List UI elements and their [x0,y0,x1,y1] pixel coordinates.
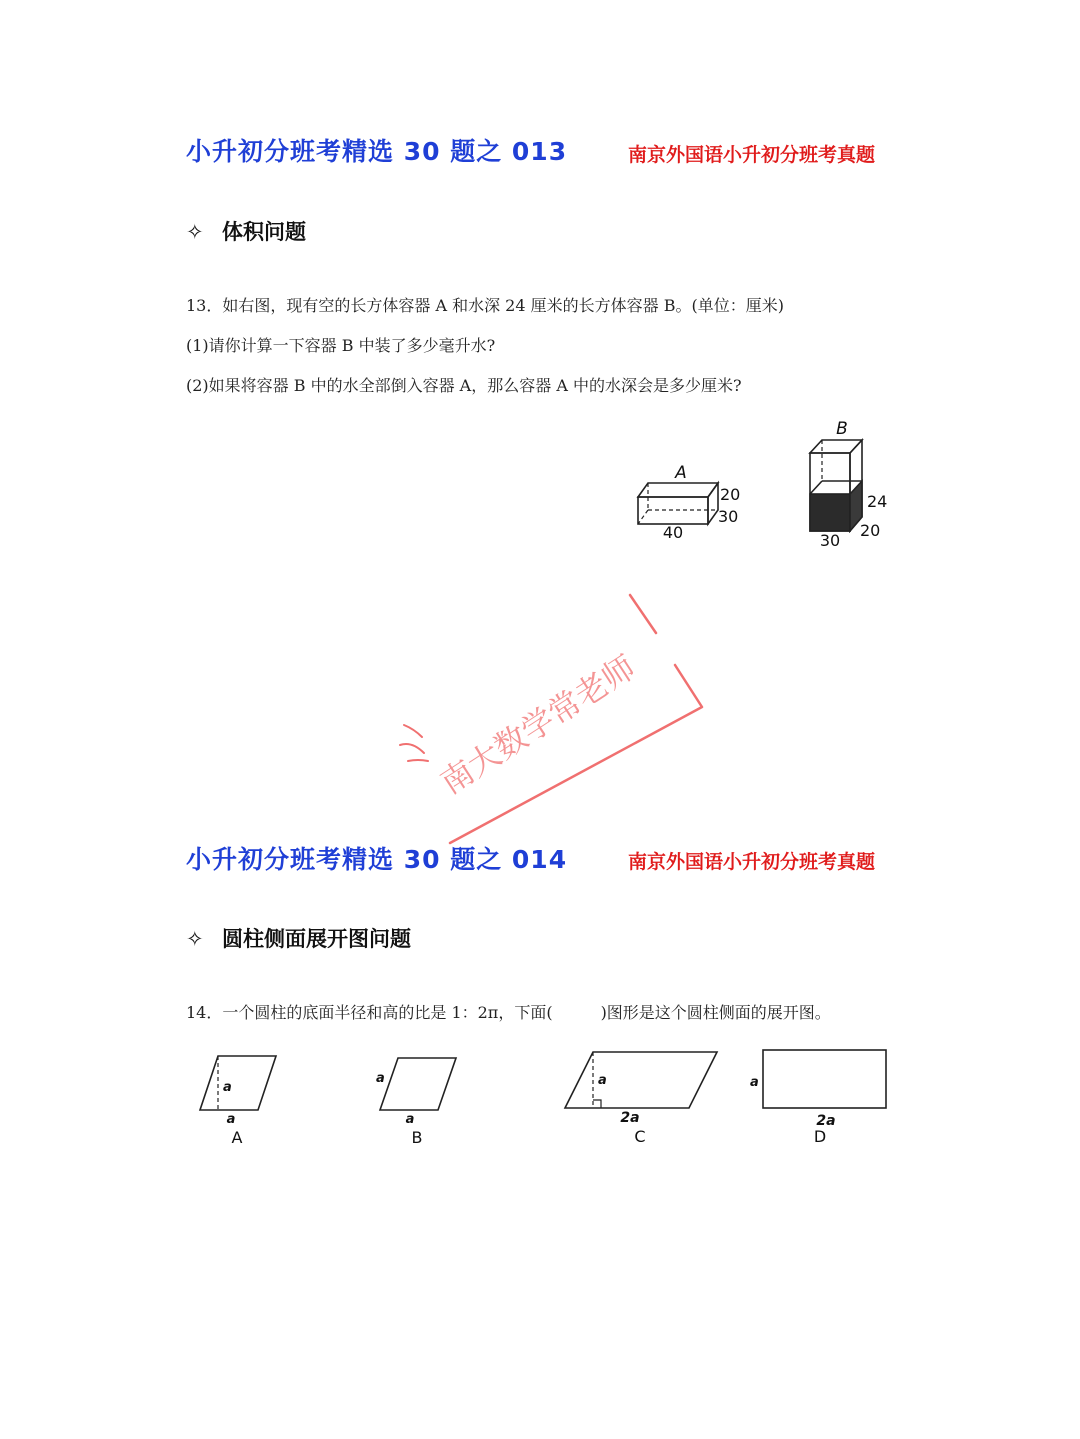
watermark-flourish [400,725,428,761]
option-c-base-label: 2a [620,1110,640,1126]
section-heading-cylinder [186,923,411,953]
question-13-stem: 13．如右图，现有空的长方体容器 A 和水深 24 厘米的长方体容器 B。(单位：厘米) [186,296,784,315]
section-topic: 圆柱侧面展开图问题 [222,927,411,951]
option-b-letter: B [411,1128,423,1147]
section-heading-volume [186,216,306,246]
watermark-logo [390,585,710,855]
container-b-water-depth: 24 [867,492,888,511]
figure-containers [620,410,900,560]
answer-options-figure [180,1040,910,1155]
option-c [565,1052,717,1146]
container-b-width: 30 [819,531,841,550]
question-13-part-2: (2)如果将容器 B 中的水全部倒入容器 A，那么容器 A 中的水深会是多少厘米? [186,376,742,395]
question-13-part-1: (1)请你计算一下容器 B 中装了多少毫升水? [186,336,496,355]
watermark-text: 南大数学常老师 [433,647,643,802]
sparkle-icon: ✧ [186,220,204,244]
option-d-letter: D [813,1127,827,1146]
container-a-length: 40 [662,523,684,542]
sparkle-icon: ✧ [186,927,204,951]
container-b-depth: 20 [860,521,881,540]
source-tag-013: 南京外国语小升初分班考真题 [628,144,876,166]
option-c-height-label: a [598,1073,607,1088]
section-topic: 体积问题 [222,220,306,244]
option-d-side-label: a [750,1075,759,1090]
option-b [376,1058,456,1147]
option-c-letter: C [634,1127,646,1146]
watermark-stroke-top [630,595,656,633]
option-b-side-label: a [376,1071,385,1086]
option-a-letter: A [231,1128,243,1147]
question-14-stem: 14．一个圆柱的底面半径和高的比是 1：2π，下面( )图形是这个圆柱侧面的展开图。 [186,1003,831,1022]
option-b-base-label: a [405,1112,415,1127]
watermark-stroke-arrow [450,665,702,843]
option-a-base-label: a [226,1112,236,1127]
series-title-013: 小升初分班考精选 30 题之 013 [186,137,568,166]
option-d-base-label: 2a [816,1113,836,1129]
option-a [200,1056,276,1147]
source-tag-014: 南京外国语小升初分班考真题 [628,851,876,873]
container-b-label: B [836,419,848,439]
option-a-height-label: a [223,1080,232,1095]
container-b [810,440,862,531]
option-d [750,1050,886,1146]
container-a-depth: 30 [718,507,739,526]
series-title-014: 小升初分班考精选 30 题之 014 [186,845,568,874]
container-a [638,483,718,524]
container-a-height: 20 [720,485,741,504]
container-a-label: A [675,463,687,483]
water-front [810,494,850,531]
